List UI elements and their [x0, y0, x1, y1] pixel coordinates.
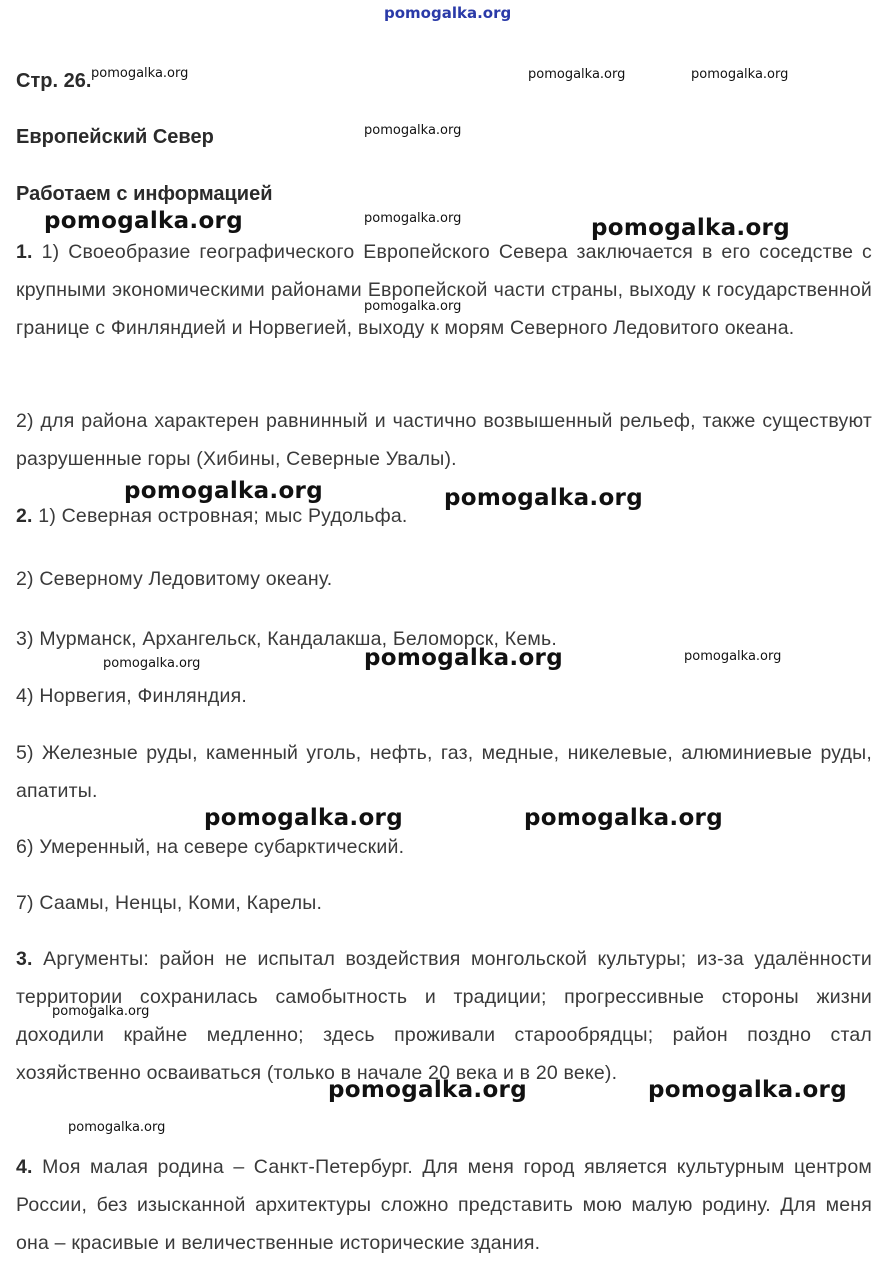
watermark: pomogalka.org: [364, 299, 462, 314]
watermark: pomogalka.org: [364, 645, 563, 671]
watermark: pomogalka.org: [524, 805, 723, 831]
watermark: pomogalka.org: [52, 1004, 150, 1019]
subsection-title: Работаем с информацией: [16, 183, 273, 205]
watermark: pomogalka.org: [364, 211, 462, 226]
site-header[interactable]: pomogalka.org: [384, 4, 512, 22]
page-label: Стр. 26.: [16, 70, 92, 92]
question-number: 4.: [16, 1156, 33, 1178]
answer-1-part-2: 2) для района характерен равнинный и частично возвышенный рельеф, также существуют разрушенные горы (Хибины, Северные Увалы).: [16, 410, 872, 470]
watermark: pomogalka.org: [444, 485, 643, 511]
section-title: Европейский Север: [16, 126, 214, 148]
watermark: pomogalka.org: [204, 805, 403, 831]
watermark: pomogalka.org: [91, 66, 189, 81]
watermark: pomogalka.org: [124, 478, 323, 504]
watermark: pomogalka.org: [528, 67, 626, 82]
watermark: pomogalka.org: [684, 649, 782, 664]
answer-1-part-1: [16, 233, 872, 347]
answer-2-item-6: 6) Умеренный, на севере субарктический.: [16, 836, 405, 858]
watermark: pomogalka.org: [44, 208, 243, 234]
watermark: pomogalka.org: [591, 215, 790, 241]
question-number: 1.: [16, 241, 33, 263]
answer-2-item-2: 2) Северному Ледовитому океану.: [16, 568, 333, 590]
answer-2-item-4: 4) Норвегия, Финляндия.: [16, 685, 247, 707]
answer-text: 1) Своеобразие географического Европейского Севера заключается в его соседстве с крупными экономическими районами Европейской части страны, выходу к государственной границе с Финляндией и Норвегией, выходу к морям Северного Ледовитого океана.: [16, 241, 872, 339]
answer-2-item-5: 5) Железные руды, каменный уголь, нефть, газ, медные, никелевые, алюминиевые руды, апатиты.: [16, 742, 872, 802]
watermark: pomogalka.org: [103, 656, 201, 671]
watermark: pomogalka.org: [364, 123, 462, 138]
question-number: 2.: [16, 505, 33, 527]
question-number: 3.: [16, 948, 33, 970]
watermark: pomogalka.org: [691, 67, 789, 82]
answer-2-item-7: 7) Саамы, Ненцы, Коми, Карелы.: [16, 892, 323, 914]
watermark: pomogalka.org: [68, 1120, 166, 1135]
answer-2-item-3: 3) Мурманск, Архангельск, Кандалакша, Беломорск, Кемь.: [16, 628, 557, 650]
answer-text: Аргументы: район не испытал воздействия монгольской культуры; из-за удалённости территории сохранилась самобытность и традиции; прогрессивные стороны жизни доходили крайне медленно; здесь проживали старообрядцы; район поздно стал хозяйственно осваиваться (только в начале 20 века и в 20 веке).: [16, 948, 872, 1084]
watermark: pomogalka.org: [648, 1077, 847, 1103]
watermark: pomogalka.org: [328, 1077, 527, 1103]
answer-4: [16, 1148, 872, 1262]
answer-text: Моя малая родина – Санкт-Петербург. Для меня город является культурным центром России, без изысканной архитектуры сложно представить мою малую родину. Для меня она – красивые и величественные исторические здания.: [16, 1156, 872, 1254]
answer-text: 1) Северная островная; мыс Рудольфа.: [38, 505, 408, 527]
